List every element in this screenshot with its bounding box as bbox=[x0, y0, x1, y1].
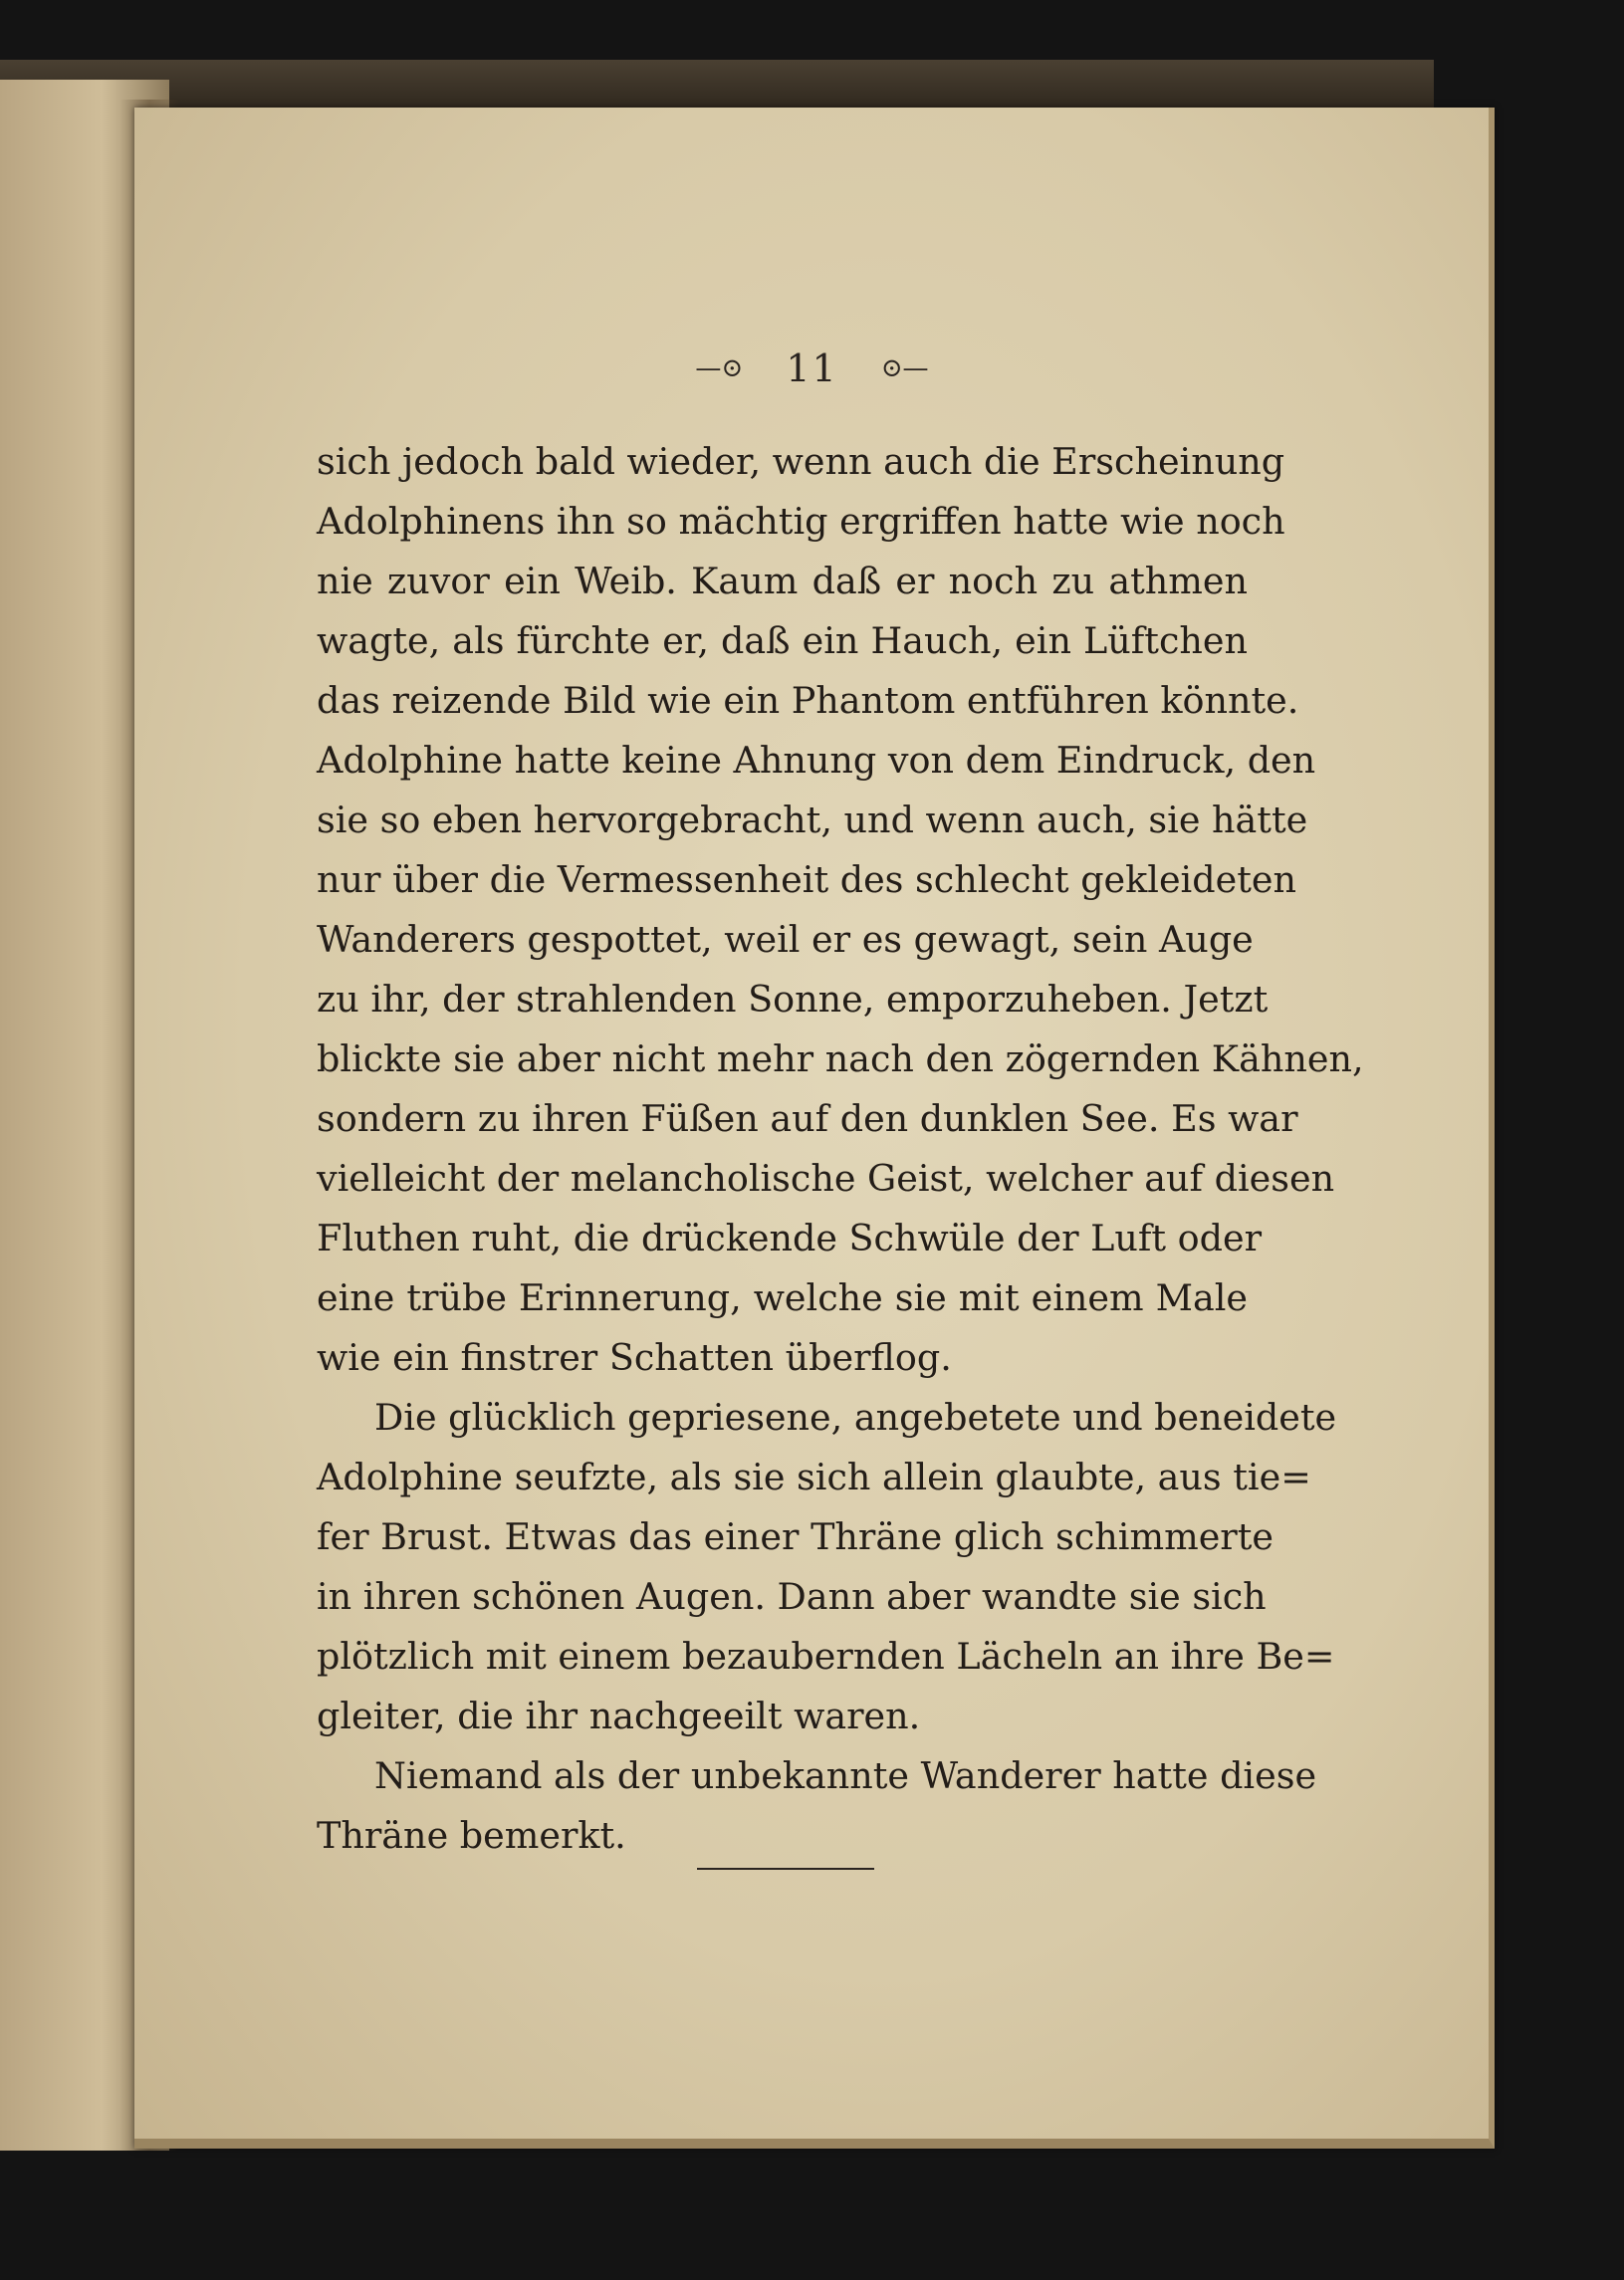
text-line: fer Brust. Etwas das einer Thräne glich schimmerte bbox=[317, 1515, 1275, 1558]
text-line: nie zuvor ein Weib. Kaum daß er noch zu athmen bbox=[317, 560, 1248, 602]
text-line: sie so eben hervorgebracht, und wenn auch, sie hätte bbox=[317, 798, 1308, 841]
text-line: Niemand als der unbekannte Wanderer hatte diese bbox=[374, 1754, 1317, 1797]
text-line: in ihren schönen Augen. Dann aber wandte sie sich bbox=[317, 1575, 1267, 1618]
text-line: sich jedoch bald wieder, wenn auch die Erscheinung bbox=[317, 440, 1285, 483]
body-text bbox=[317, 432, 1364, 1866]
text-line: nur über die Vermessenheit des schlecht gekleideten bbox=[317, 858, 1296, 901]
text-line: Adolphine hatte keine Ahnung von dem Eindruck, den bbox=[317, 739, 1316, 782]
text-line: Thräne bemerkt. bbox=[317, 1814, 626, 1857]
text-line: eine trübe Erinnerung, welche sie mit einem Male bbox=[317, 1276, 1248, 1319]
text-line: wagte, als fürchte er, daß ein Hauch, ein Lüftchen bbox=[317, 619, 1248, 662]
page-header bbox=[0, 346, 1624, 390]
text-line: plötzlich mit einem bezaubernden Lächeln an ihre Be= bbox=[317, 1635, 1335, 1678]
closing-rule bbox=[697, 1868, 874, 1870]
ornament-left-icon: —⊙ bbox=[695, 353, 744, 383]
text-line: vielleicht der melancholische Geist, welcher auf diesen bbox=[317, 1157, 1335, 1200]
text-line: zu ihr, der strahlenden Sonne, emporzuheben. Jetzt bbox=[317, 978, 1269, 1021]
text-line: Adolphine seufzte, als sie sich allein glaubte, aus tie= bbox=[317, 1456, 1311, 1498]
text-line: sondern zu ihren Füßen auf den dunklen See. Es war bbox=[317, 1097, 1298, 1140]
text-line: Adolphinens ihn so mächtig ergriffen hatte wie noch bbox=[317, 500, 1285, 543]
ornament-right-icon: ⊙— bbox=[880, 353, 929, 383]
text-line: gleiter, die ihr nachgeeilt waren. bbox=[317, 1695, 921, 1737]
text-line: wie ein finstrer Schatten überflog. bbox=[317, 1336, 952, 1379]
text-line: das reizende Bild wie ein Phantom entführen könnte. bbox=[317, 679, 1299, 722]
text-line: Die glücklich gepriesene, angebetete und beneidete bbox=[374, 1396, 1337, 1439]
text-line: blickte sie aber nicht mehr nach den zögernden Kähnen, bbox=[317, 1037, 1364, 1080]
page-number: 11 bbox=[786, 346, 838, 390]
text-line: Wanderers gespottet, weil er es gewagt, sein Auge bbox=[317, 918, 1254, 961]
text-line: Fluthen ruht, die drückende Schwüle der Luft oder bbox=[317, 1217, 1263, 1259]
